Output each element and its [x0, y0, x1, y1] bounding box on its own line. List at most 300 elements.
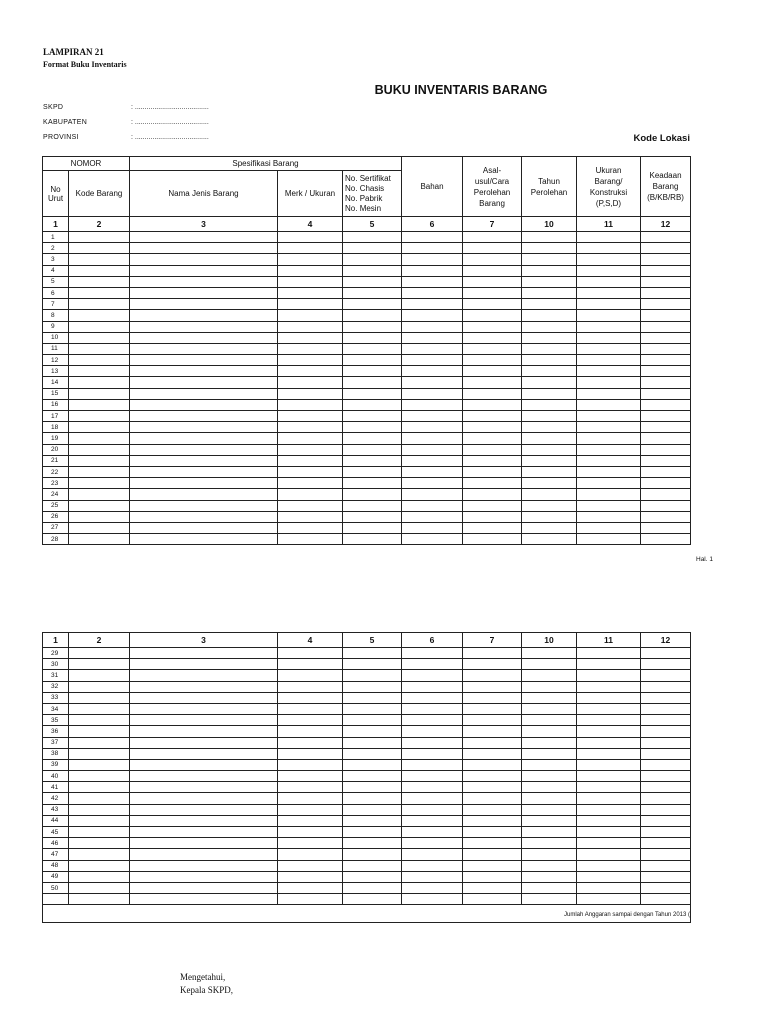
table-cell [402, 871, 463, 882]
table-cell [402, 782, 463, 793]
table-cell [402, 815, 463, 826]
row-number: 39 [43, 759, 69, 770]
table-cell [69, 827, 130, 838]
table-cell [522, 366, 577, 377]
row-number: 23 [43, 478, 69, 489]
spesifikasi-header: Spesifikasi Barang [130, 157, 402, 171]
table-cell [69, 276, 130, 287]
table-cell [343, 860, 402, 871]
table-cell [130, 343, 278, 354]
table-cell [402, 759, 463, 770]
table-cell [130, 793, 278, 804]
table-cell [402, 793, 463, 804]
table-cell [343, 894, 402, 905]
table-cell [522, 849, 577, 860]
table-cell [69, 254, 130, 265]
table-cell [522, 815, 577, 826]
table-cell [577, 366, 641, 377]
table-cell [130, 388, 278, 399]
table-cell [343, 511, 402, 522]
table-cell [278, 388, 343, 399]
table-cell [522, 254, 577, 265]
table-cell [130, 670, 278, 681]
table-cell [402, 366, 463, 377]
sertifikat-header: No. Sertifikat No. Chasis No. Pabrik No. Mesin [343, 171, 402, 217]
table-cell [278, 748, 343, 759]
table-cell [69, 703, 130, 714]
table-cell [278, 804, 343, 815]
table-cell [522, 276, 577, 287]
table-cell [69, 804, 130, 815]
table-cell [343, 659, 402, 670]
row-number: 32 [43, 681, 69, 692]
table-cell [463, 759, 522, 770]
column-number-cell: 12 [641, 217, 691, 232]
table-cell [69, 500, 130, 511]
table-cell [343, 681, 402, 692]
table-cell [402, 287, 463, 298]
table-cell [130, 737, 278, 748]
table-cell [130, 894, 278, 905]
table-row [43, 343, 691, 354]
table-cell [641, 299, 691, 310]
column-number-cell: 1 [43, 217, 69, 232]
table-cell [522, 355, 577, 366]
table-cell [130, 444, 278, 455]
table-cell [69, 388, 130, 399]
row-number: 9 [43, 321, 69, 332]
row-number: 22 [43, 466, 69, 477]
column-number-cell: 6 [402, 217, 463, 232]
table-cell [463, 276, 522, 287]
table-cell [577, 332, 641, 343]
row-number: 36 [43, 726, 69, 737]
table-cell [463, 243, 522, 254]
table-cell [343, 366, 402, 377]
table-cell [343, 377, 402, 388]
table-row [43, 511, 691, 522]
table-cell [130, 489, 278, 500]
row-number: 45 [43, 827, 69, 838]
table-cell [577, 793, 641, 804]
table-cell [641, 860, 691, 871]
table-cell [278, 703, 343, 714]
table-cell [641, 849, 691, 860]
table-cell [463, 377, 522, 388]
table-cell [641, 355, 691, 366]
table-cell [522, 860, 577, 871]
table-cell [402, 860, 463, 871]
table-cell [641, 759, 691, 770]
table-cell [130, 466, 278, 477]
table-cell [402, 703, 463, 714]
table-cell [69, 433, 130, 444]
row-number: 3 [43, 254, 69, 265]
table-cell [130, 321, 278, 332]
page-number: Hal. 1 [696, 556, 713, 563]
table-row [43, 838, 691, 849]
table-cell [278, 681, 343, 692]
table-cell [402, 659, 463, 670]
table-cell [577, 534, 641, 545]
table-cell [278, 276, 343, 287]
table-cell [522, 243, 577, 254]
table-cell [69, 871, 130, 882]
row-number: 5 [43, 276, 69, 287]
table-cell [343, 332, 402, 343]
table-cell [343, 782, 402, 793]
table-cell [463, 299, 522, 310]
table-cell [522, 737, 577, 748]
table-cell [343, 793, 402, 804]
table-cell [463, 659, 522, 670]
table-cell [402, 466, 463, 477]
table-cell [69, 299, 130, 310]
table-cell [577, 343, 641, 354]
table-cell [130, 422, 278, 433]
column-number-cell: 5 [343, 217, 402, 232]
table-cell [577, 782, 641, 793]
table-cell [577, 522, 641, 533]
table-cell [402, 500, 463, 511]
table-cell [577, 411, 641, 422]
skpd-value: : ...................................... [131, 104, 209, 111]
table-cell [343, 455, 402, 466]
table-cell [343, 849, 402, 860]
table-cell [641, 254, 691, 265]
table-cell [278, 321, 343, 332]
table-row [43, 871, 691, 882]
table-cell [130, 355, 278, 366]
table-row [43, 827, 691, 838]
table-cell [69, 648, 130, 659]
row-number: 20 [43, 444, 69, 455]
table-cell [577, 265, 641, 276]
table-cell [402, 894, 463, 905]
table-row [43, 681, 691, 692]
table-row [43, 815, 691, 826]
row-number: 18 [43, 422, 69, 433]
table-cell [641, 748, 691, 759]
row-number: 44 [43, 815, 69, 826]
table-cell [522, 703, 577, 714]
row-number: 34 [43, 703, 69, 714]
table-cell [278, 511, 343, 522]
row-number: 30 [43, 659, 69, 670]
table-cell [130, 838, 278, 849]
table-cell [69, 511, 130, 522]
column-number-cell: 1 [43, 633, 69, 648]
table-cell [577, 388, 641, 399]
inventory-table-page-1 [42, 156, 691, 545]
table-cell [522, 726, 577, 737]
table-cell [130, 771, 278, 782]
table-cell [278, 771, 343, 782]
table-cell [522, 511, 577, 522]
table-cell [69, 681, 130, 692]
table-cell [641, 882, 691, 893]
row-number: 13 [43, 366, 69, 377]
row-number: 26 [43, 511, 69, 522]
table-cell [278, 882, 343, 893]
table-cell [577, 276, 641, 287]
row-number: 33 [43, 692, 69, 703]
table-row [43, 793, 691, 804]
table-cell [130, 648, 278, 659]
table-cell [278, 737, 343, 748]
table-cell [641, 287, 691, 298]
kabupaten-label: KABUPATEN [43, 119, 88, 126]
column-number-cell: 11 [577, 633, 641, 648]
table-cell [130, 860, 278, 871]
table-cell [463, 444, 522, 455]
row-number: 19 [43, 433, 69, 444]
table-cell [641, 771, 691, 782]
table-cell [577, 838, 641, 849]
table-cell [463, 681, 522, 692]
table-cell [577, 849, 641, 860]
table-cell [522, 793, 577, 804]
table-cell [522, 478, 577, 489]
table-cell [463, 500, 522, 511]
table-cell [641, 659, 691, 670]
table-cell [402, 478, 463, 489]
table-cell [278, 265, 343, 276]
table-cell [278, 871, 343, 882]
table-cell [343, 522, 402, 533]
table-cell [402, 265, 463, 276]
table-cell [69, 838, 130, 849]
table-cell [278, 310, 343, 321]
table-cell [69, 489, 130, 500]
table-cell [641, 500, 691, 511]
row-number: 21 [43, 455, 69, 466]
table-cell [130, 433, 278, 444]
table-cell [343, 715, 402, 726]
table-cell [402, 433, 463, 444]
table-cell [641, 366, 691, 377]
table-row [43, 894, 691, 905]
table-cell [577, 659, 641, 670]
table-cell [69, 466, 130, 477]
table-cell [463, 343, 522, 354]
table-cell [402, 243, 463, 254]
table-cell [69, 232, 130, 243]
table-cell [463, 726, 522, 737]
table-cell [641, 782, 691, 793]
table-cell [577, 310, 641, 321]
table-cell [402, 232, 463, 243]
table-row [43, 377, 691, 388]
table-cell [278, 648, 343, 659]
row-number: 4 [43, 265, 69, 276]
table-cell [130, 782, 278, 793]
merk-ukuran-header: Merk / Ukuran [278, 171, 343, 217]
table-cell [522, 466, 577, 477]
table-cell [577, 287, 641, 298]
table-cell [522, 782, 577, 793]
row-number: 50 [43, 882, 69, 893]
table-cell [130, 399, 278, 410]
table-cell [130, 455, 278, 466]
table-cell [577, 759, 641, 770]
table-cell [577, 355, 641, 366]
table-cell [343, 670, 402, 681]
table-row [43, 703, 691, 714]
table-cell [641, 670, 691, 681]
format-label: Format Buku Inventaris [43, 60, 127, 69]
table-row [43, 782, 691, 793]
column-number-cell: 5 [343, 633, 402, 648]
table-cell [278, 299, 343, 310]
table-cell [522, 265, 577, 276]
table-cell [522, 343, 577, 354]
table-cell [130, 276, 278, 287]
table-cell [343, 478, 402, 489]
table-cell [343, 355, 402, 366]
table-cell [278, 287, 343, 298]
table-cell [641, 681, 691, 692]
table-cell [278, 332, 343, 343]
row-number: 10 [43, 332, 69, 343]
table-cell [69, 478, 130, 489]
table-cell [402, 310, 463, 321]
table-cell [130, 287, 278, 298]
table-cell [402, 343, 463, 354]
table-cell [69, 287, 130, 298]
inventory-table-page-2 [42, 632, 691, 923]
table-cell [522, 388, 577, 399]
kabupaten-value: : ...................................... [131, 119, 209, 126]
row-number: 40 [43, 771, 69, 782]
table-cell [130, 748, 278, 759]
table-cell [463, 882, 522, 893]
row-number: 49 [43, 871, 69, 882]
table-cell [278, 232, 343, 243]
no-urut-header: No Urut [43, 171, 69, 217]
table-cell [278, 522, 343, 533]
row-number: 27 [43, 522, 69, 533]
table-row [43, 849, 691, 860]
table-cell [522, 670, 577, 681]
table-cell [130, 511, 278, 522]
table-cell [577, 827, 641, 838]
table-cell [343, 422, 402, 433]
table-cell [402, 726, 463, 737]
table-cell [402, 321, 463, 332]
row-number: 46 [43, 838, 69, 849]
table-cell [278, 411, 343, 422]
table-cell [463, 399, 522, 410]
table-cell [641, 648, 691, 659]
row-number: 24 [43, 489, 69, 500]
table-cell [641, 827, 691, 838]
table-cell [641, 232, 691, 243]
table-cell [463, 388, 522, 399]
table-cell [343, 692, 402, 703]
table-cell [577, 882, 641, 893]
row-number: 12 [43, 355, 69, 366]
table-cell [641, 265, 691, 276]
table-cell [69, 670, 130, 681]
table-cell [69, 355, 130, 366]
table-cell [577, 489, 641, 500]
table-cell [577, 399, 641, 410]
table-cell [522, 232, 577, 243]
table-cell [343, 489, 402, 500]
table-cell [577, 692, 641, 703]
table-cell [577, 254, 641, 265]
table-cell [463, 692, 522, 703]
column-number-cell: 7 [463, 633, 522, 648]
table-cell [343, 299, 402, 310]
table-cell [463, 815, 522, 826]
table-cell [130, 478, 278, 489]
table-cell [577, 511, 641, 522]
table-cell [130, 232, 278, 243]
table-cell [522, 838, 577, 849]
table-cell [130, 377, 278, 388]
table-cell [641, 444, 691, 455]
table-cell [641, 737, 691, 748]
table-row [43, 748, 691, 759]
table-cell [343, 748, 402, 759]
table-cell [69, 243, 130, 254]
table-cell [278, 534, 343, 545]
table-cell [463, 782, 522, 793]
table-row [43, 659, 691, 670]
row-number: 1 [43, 232, 69, 243]
column-number-cell: 11 [577, 217, 641, 232]
table-cell [641, 399, 691, 410]
table-row [43, 388, 691, 399]
table-row [43, 232, 691, 243]
table-cell [463, 310, 522, 321]
table-cell [463, 871, 522, 882]
table-cell [343, 310, 402, 321]
table-cell [463, 254, 522, 265]
table-cell [641, 377, 691, 388]
table-cell [463, 321, 522, 332]
table-cell [69, 399, 130, 410]
table-cell [69, 782, 130, 793]
table-cell [343, 265, 402, 276]
table-cell [463, 232, 522, 243]
table-cell [522, 648, 577, 659]
table-cell [641, 411, 691, 422]
mengetahui-label: Mengetahui, [180, 972, 226, 982]
page-title: BUKU INVENTARIS BARANG [374, 83, 548, 97]
row-number: 14 [43, 377, 69, 388]
table-cell [402, 377, 463, 388]
table-cell [278, 793, 343, 804]
table-cell [463, 489, 522, 500]
table-cell [278, 860, 343, 871]
row-number: 35 [43, 715, 69, 726]
table-cell [69, 771, 130, 782]
table-cell [343, 882, 402, 893]
table-cell [278, 466, 343, 477]
table-cell [463, 355, 522, 366]
table-cell [130, 254, 278, 265]
table-cell [463, 534, 522, 545]
table-cell [402, 399, 463, 410]
table-cell [463, 838, 522, 849]
table-cell [278, 478, 343, 489]
table-cell [522, 399, 577, 410]
table-cell [522, 759, 577, 770]
column-number-cell: 10 [522, 633, 577, 648]
